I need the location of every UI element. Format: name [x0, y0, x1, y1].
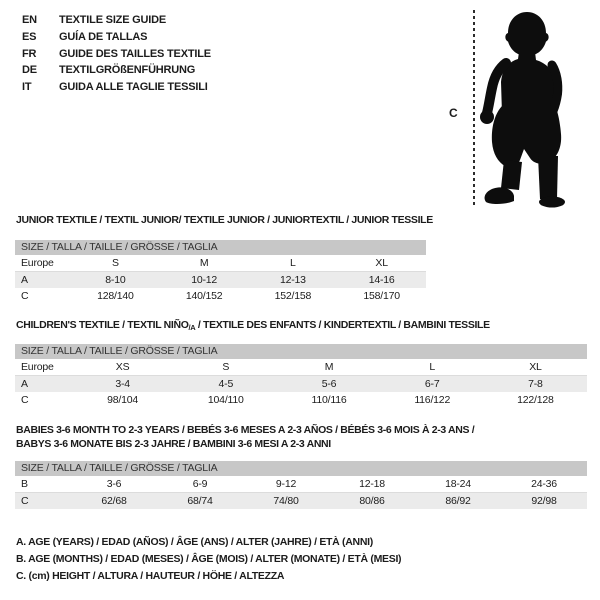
size-cell: 4-5 [218, 378, 234, 390]
table-row-c [15, 288, 426, 304]
title-subscript: /A [188, 323, 196, 332]
size-cell: 18-24 [445, 478, 471, 490]
language-row [22, 46, 211, 63]
size-cell: 24-36 [531, 478, 557, 490]
size-cell: 80/86 [359, 495, 385, 507]
language-label: TEXTILE SIZE GUIDE [59, 14, 167, 26]
size-cell: 98/104 [107, 394, 139, 406]
size-cell: 8-10 [105, 274, 126, 286]
size-cell: 9-12 [275, 478, 297, 490]
legend-line-c: C. (cm) HEIGHT / ALTURA / HAUTEUR / HÖHE / ALTEZZA [16, 570, 285, 583]
size-cell: S [111, 257, 119, 269]
size-cell: 86/92 [445, 495, 471, 507]
language-list [22, 12, 211, 96]
language-label: TEXTILGRÖßENFÜHRUNG [59, 64, 196, 77]
row-label: Europe [21, 257, 54, 269]
language-row [22, 12, 211, 29]
size-cell: 122/128 [517, 394, 554, 406]
language-code: IT [22, 81, 32, 94]
row-label: A [21, 274, 28, 286]
size-cell: 6-9 [192, 478, 208, 490]
size-cell: 62/68 [101, 495, 127, 507]
title-text: CHILDREN'S TEXTILE / TEXTIL NIÑO [16, 319, 189, 331]
size-header-bar: SIZE / TALLA / TAILLE / GRÖSSE / TAGLIA [15, 344, 587, 359]
language-code: ES [22, 30, 37, 43]
junior-size-table [15, 240, 426, 304]
title-line-1: BABIES 3-6 MONTH TO 2-3 YEARS / BEBÉS 3-6 MESES A 2-3 AÑOS / BÉBÉS 3-6 MOIS À 2-3 ANS / [16, 424, 475, 436]
size-cell: 3-4 [115, 378, 130, 390]
babies-table-title [16, 424, 474, 451]
table-row-europe [15, 255, 426, 272]
size-cell: 3-6 [106, 478, 122, 490]
row-label: A [21, 378, 28, 390]
size-cell: 128/140 [97, 290, 134, 302]
size-cell: 152/158 [274, 290, 312, 302]
table-row-a [15, 272, 426, 288]
legend-line-b: B. AGE (MONTHS) / EDAD (MESES) / ÂGE (MOIS) / ALTER (MONATE) / ETÀ (MESI) [16, 553, 402, 566]
language-label: GUÍA DE TALLAS [59, 30, 148, 43]
height-dashed-line [473, 10, 475, 208]
size-header-bar: SIZE / TALLA / TAILLE / GRÖSSE / TAGLIA [15, 240, 426, 255]
baby-silhouette [478, 10, 578, 208]
row-label: C [21, 495, 29, 507]
size-cell: 158/170 [363, 290, 400, 302]
size-cell: 110/116 [311, 394, 347, 406]
language-code: EN [22, 14, 37, 26]
size-cell: M [199, 257, 209, 269]
size-cell: 12-13 [279, 274, 306, 286]
size-cell: 5-6 [321, 378, 337, 390]
size-cell: 74/80 [273, 495, 299, 507]
size-cell: 104/110 [207, 394, 244, 406]
row-label: Europe [21, 361, 54, 373]
table-row-europe [15, 359, 587, 376]
size-cell: 10-12 [191, 274, 218, 286]
legend-line-a: A. AGE (YEARS) / EDAD (AÑOS) / ÂGE (ANS) / ALTER (JAHRE) / ETÀ (ANNI) [16, 536, 373, 548]
size-cell: 14-16 [368, 274, 395, 286]
size-cell: 140/152 [185, 290, 223, 302]
title-line-2: BABYS 3-6 MONATE BIS 2-3 JAHRE / BAMBINI 3-6 MESI A 2-3 ANNI [16, 437, 331, 450]
row-label: C [21, 290, 29, 302]
size-cell: 68/74 [187, 495, 213, 507]
language-row [22, 29, 211, 46]
size-cell: M [324, 361, 334, 373]
table-row-c [15, 392, 587, 408]
children-size-table [15, 344, 587, 408]
table-row-a [15, 376, 587, 392]
size-cell: 116/122 [414, 394, 451, 406]
measurement-legend [16, 534, 401, 586]
size-cell: XL [529, 361, 542, 373]
table-row-c [15, 493, 587, 509]
language-label: GUIDA ALLE TAGLIE TESSILI [59, 81, 208, 94]
row-label: C [21, 394, 29, 406]
size-cell: S [222, 361, 230, 373]
size-cell: XL [375, 257, 388, 269]
size-cell: L [290, 257, 296, 269]
language-row [22, 79, 211, 96]
height-measure-label: C [449, 106, 458, 120]
size-cell: 6-7 [424, 378, 440, 390]
language-label: GUIDE DES TAILLES TEXTILE [59, 47, 211, 60]
size-cell: 12-18 [359, 478, 385, 490]
size-cell: 7-8 [528, 378, 543, 390]
size-header-bar: SIZE / TALLA / TAILLE / GRÖSSE / TAGLIA [15, 461, 587, 476]
language-code: FR [22, 47, 37, 60]
language-code: DE [22, 64, 37, 77]
table-row-b [15, 476, 587, 493]
size-cell: XS [115, 361, 130, 373]
row-label: B [21, 478, 28, 490]
size-cell: L [429, 361, 436, 373]
junior-table-title: JUNIOR TEXTILE / TEXTIL JUNIOR/ TEXTILE JUNIOR / JUNIORTEXTIL / JUNIOR TESSILE [16, 214, 433, 226]
children-table-title [16, 319, 490, 332]
babies-size-table [15, 461, 587, 509]
language-row [22, 62, 211, 79]
size-cell: 92/98 [531, 495, 557, 507]
title-text: / TEXTILE DES ENFANTS / KINDERTEXTIL / BAMBINI TESSILE [195, 319, 490, 331]
